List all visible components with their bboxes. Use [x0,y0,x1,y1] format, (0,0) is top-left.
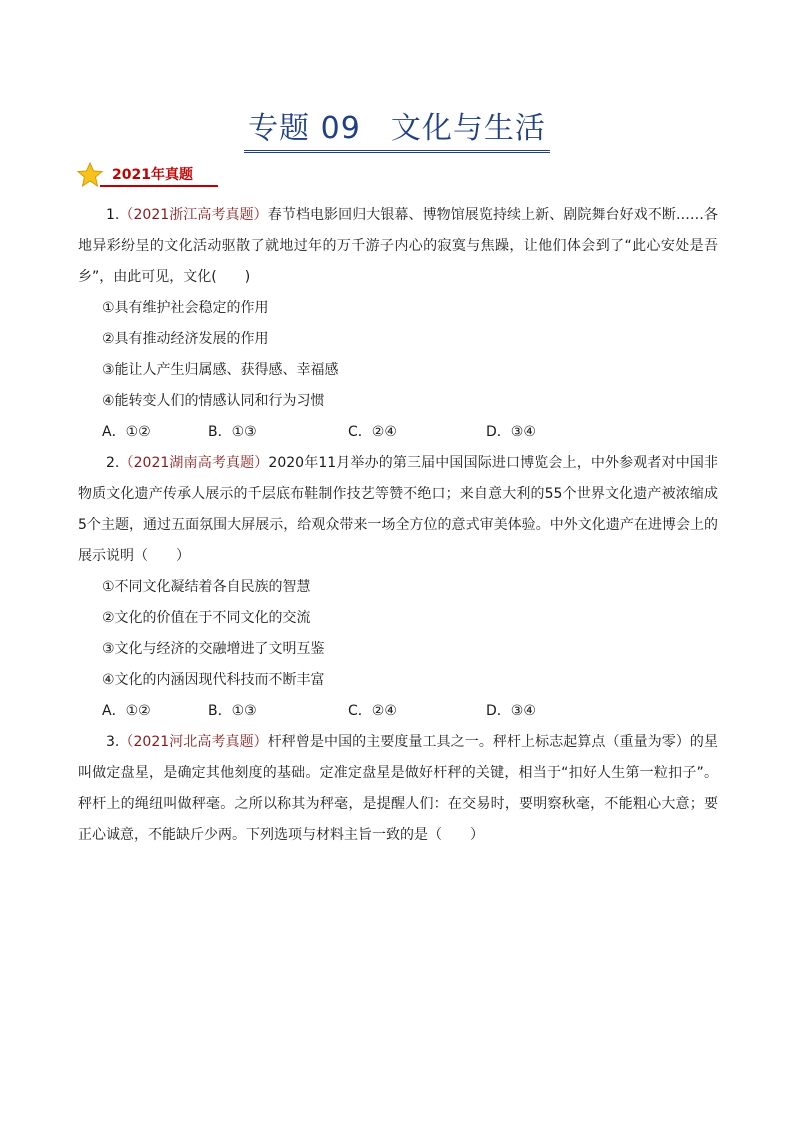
question-list [78,200,718,851]
question-stem [78,448,718,572]
question-source: （2021河北高考真题） [119,734,268,750]
question-text: 2020年11月举办的第三届中国国际进口博览会上，中外参观者对中国非物质文化遗产传承人展示的千层底布鞋制作技艺等赞不绝口；来自意大利的55个世界文化遗产被浓缩成5个主题，通过五面氛围大屏展示，给观众带来一场全方位的意式审美体验。中外文化遗产在进博会上的展示说明（ ） [78,455,718,564]
title-main: 文化与生活 [390,111,546,146]
question-source: （2021湖南高考真题） [119,455,269,471]
question-number: 2. [106,455,120,471]
answer-choices [78,417,718,448]
section-badge [76,161,218,187]
title-block [0,110,794,153]
choice-d: D．③④ [486,703,536,719]
choice-a: A．①② [102,703,151,719]
question-stem [78,727,718,851]
section-underline [100,185,218,187]
question-1 [78,200,718,448]
choice-b: B．①③ [208,424,257,440]
choice-b: B．①③ [208,703,257,719]
section-label: 2021年真题 [112,167,193,183]
question-source: （2021浙江高考真题） [119,207,268,223]
statement-option: ②具有推动经济发展的作用 [102,331,269,347]
statement-option: ④文化的内涵因现代科技而不断丰富 [102,672,325,688]
question-number: 1. [106,207,120,223]
statement-option: ③能让人产生归属感、获得感、幸福感 [102,362,339,378]
title-prefix: 专题 [248,111,311,146]
question-text: 春节档电影回归大银幕、博物馆展览持续上新、剧院舞台好戏不断……各地异彩纷呈的文化活动驱散了就地过年的万千游子内心的寂寞与焦躁，让他们体会到了“此心安处是吾乡”，由此可见，文化( ) [78,207,718,285]
statement-option: ①不同文化凝结着各自民族的智慧 [102,579,311,595]
question-2 [78,448,718,727]
question-3 [78,727,718,851]
question-number: 3. [106,734,120,750]
page-title [244,110,550,153]
choice-d: D．③④ [486,424,536,440]
question-stem [78,200,718,293]
answer-choices [78,696,718,727]
choice-a: A．①② [102,424,151,440]
question-text: 杆秤曾是中国的主要度量工具之一。秤杆上标志起算点（重量为零）的星叫做定盘星，是确定其他刻度的基础。定准定盘星是做好杆秤的关键，相当于“扣好人生第一粒扣子”。秤杆上的绳纽叫做秤毫。之所以称其为秤毫，是提醒人们：在交易时，要明察秋毫，不能粗心大意；要正心诚意，不能缺斤少两。下列选项与材料主旨一致的是（ ） [78,734,719,843]
choice-c: C．②④ [348,703,397,719]
title-number: 09 [320,111,361,146]
choice-c: C．②④ [348,424,397,440]
statement-option: ①具有维护社会稳定的作用 [102,300,269,316]
statement-option: ④能转变人们的情感认同和行为习惯 [102,393,325,409]
statement-option: ②文化的价值在于不同文化的交流 [102,610,311,626]
statement-option: ③文化与经济的交融增进了文明互鉴 [102,641,325,657]
